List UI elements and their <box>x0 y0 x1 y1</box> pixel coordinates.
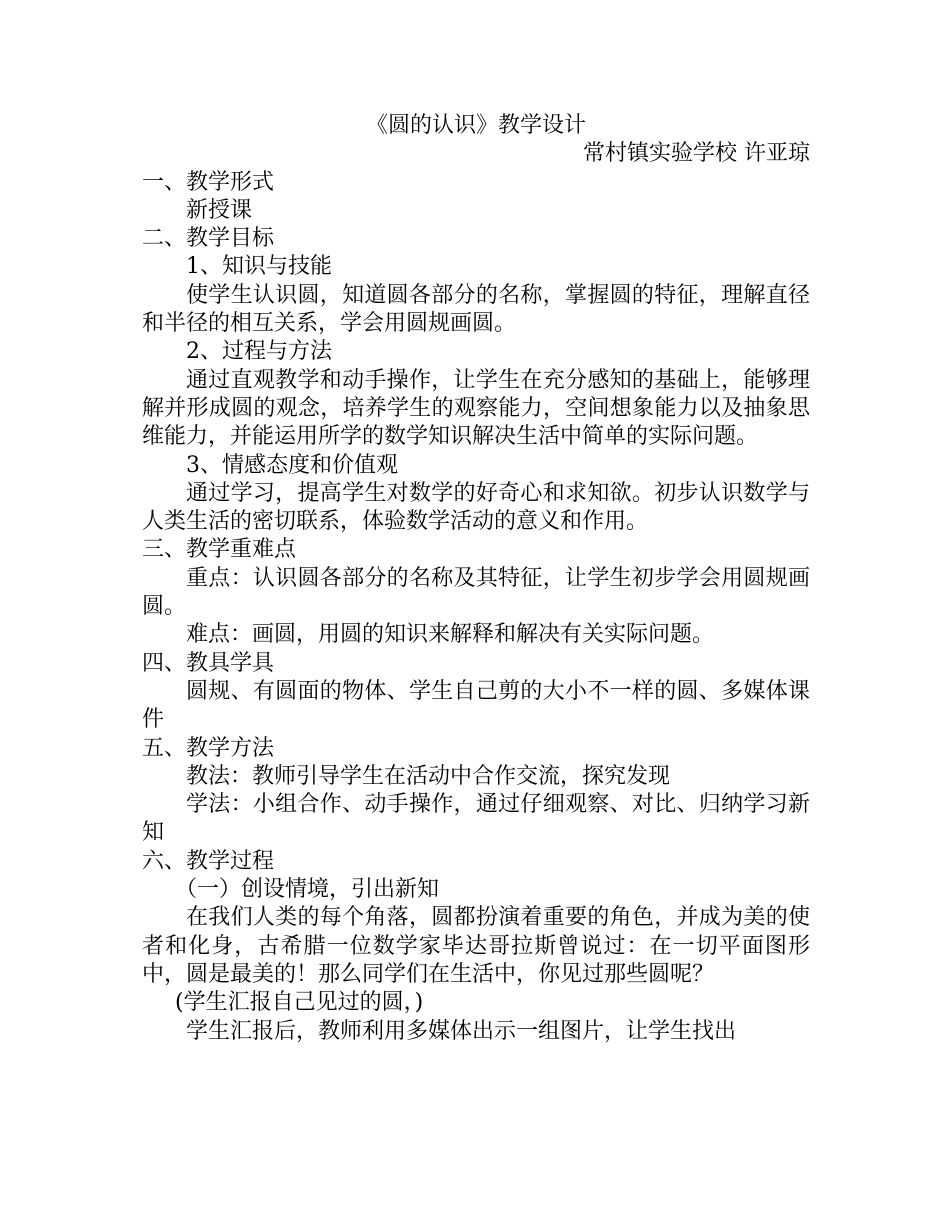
subsection-heading: 3、情感态度和价值观 <box>186 452 398 478</box>
section-heading: 三、教学重难点 <box>142 537 297 563</box>
paragraph: 学法：小组合作、动手操作，通过仔细观察、对比、归纳学习新知 <box>142 792 810 846</box>
paragraph: 难点：画圆，用圆的知识来解释和解决有关实际问题。 <box>186 622 715 648</box>
subsection-heading: （一）创设情境，引出新知 <box>175 877 440 903</box>
document-author: 常村镇实验学校 许亚琼 <box>583 141 810 167</box>
paragraph: 教法：教师引导学生在活动中合作交流，探究发现 <box>186 763 671 789</box>
document-title: 《圆的认识》教学设计 <box>365 113 586 138</box>
paragraph: 使学生认识圆，知道圆各部分的名称，掌握圆的特征，理解直径和半径的相互关系，学会用圆规画圆。 <box>142 282 810 337</box>
paragraph: 通过学习，提高学生对数学的好奇心和求知欲。初步认识数学与人类生活的密切联系，体验数学活动的意义和作用。 <box>142 480 810 535</box>
subsection-heading: (学生汇报自己见过的圆，) <box>175 990 424 1016</box>
section-heading: 四、教具学具 <box>142 650 275 676</box>
paragraph: 新授课 <box>186 197 253 223</box>
subsection-heading: 1、知识与技能 <box>186 254 332 280</box>
section-heading: 二、教学目标 <box>142 226 275 252</box>
section-heading: 一、教学形式 <box>142 169 275 195</box>
section-heading: 六、教学过程 <box>142 848 275 874</box>
paragraph: 学生汇报后，教师利用多媒体出示一组图片，让学生找出 <box>186 1018 737 1044</box>
section-heading: 五、教学方法 <box>142 735 275 761</box>
paragraph: 圆规、有圆面的物体、学生自己剪的大小不一样的圆、多媒体课件 <box>142 678 810 733</box>
paragraph: 在我们人类的每个角落，圆都扮演着重要的角色，并成为美的使者和化身，古希腊一位数学家毕达哥拉斯曾说过：在一切平面图形中，圆是最美的！那么同学们在生活中，你见过那些圆呢？ <box>142 905 810 987</box>
subsection-heading: 2、过程与方法 <box>186 339 332 365</box>
paragraph: 重点：认识圆各部分的名称及其特征，让学生初步学会用圆规画圆。 <box>142 565 810 620</box>
document-page <box>142 112 810 1046</box>
paragraph: 通过直观教学和动手操作，让学生在充分感知的基础上，能够理解并形成圆的观念，培养学生的观察能力，空间想象能力以及抽象思维能力，并能运用所学的数学知识解决生活中简单的实际问题。 <box>142 367 810 450</box>
document-body <box>142 169 810 1046</box>
